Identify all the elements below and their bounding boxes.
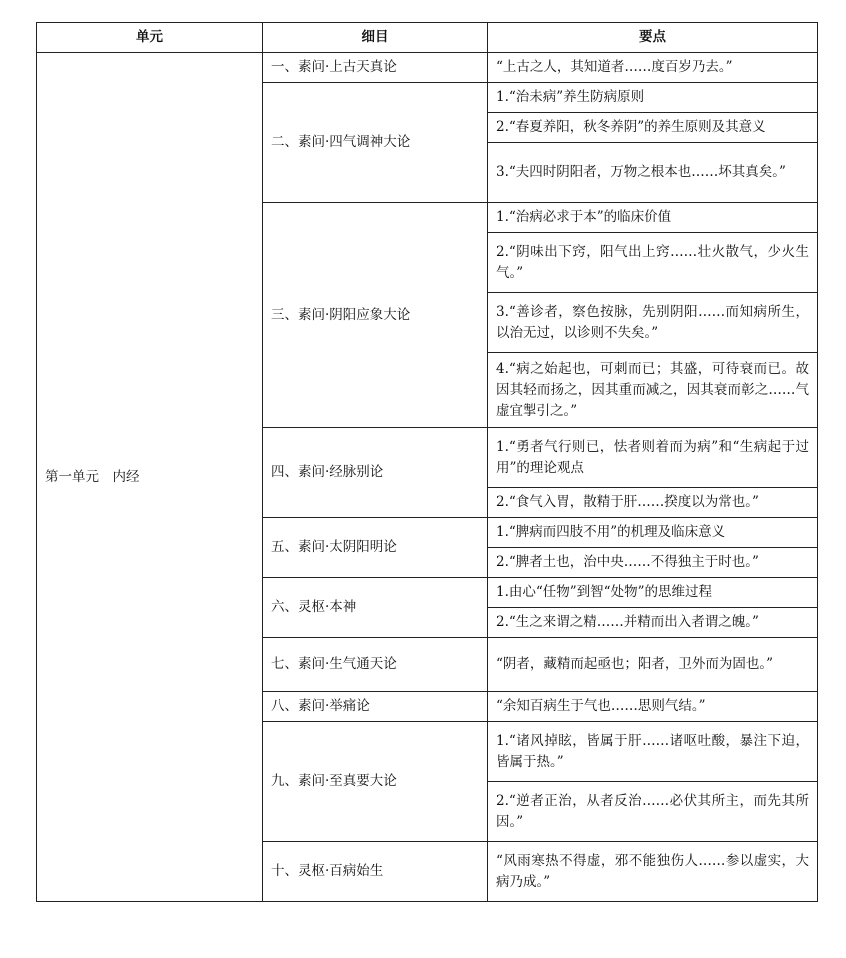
point-cell: 1.“治病必求于本”的临床价值 xyxy=(488,203,818,233)
header-row xyxy=(37,23,818,53)
point-cell: 3.“夫四时阴阳者，万物之根本也……坏其真矣。” xyxy=(488,143,818,203)
item-cell: 三、素问·阴阳应象大论 xyxy=(263,203,488,428)
point-cell: 1.“治未病”养生防病原则 xyxy=(488,83,818,113)
item-cell: 四、素问·经脉别论 xyxy=(263,428,488,518)
point-cell: 2.“逆者正治，从者反治……必伏其所主，而先其所因。” xyxy=(488,782,818,842)
point-cell: 1.“勇者气行则已，怯者则着而为病”和“生病起于过用”的理论观点 xyxy=(488,428,818,488)
unit-cell: 第一单元 内经 xyxy=(37,53,263,902)
point-cell: 4.“病之始起也，可刺而已；其盛，可待衰而已。故因其轻而扬之，因其重而减之，因其衰而彰之……气虚宜掣引之。” xyxy=(488,353,818,428)
point-cell: “余知百病生于气也……思则气结。” xyxy=(488,692,818,722)
item-cell: 六、灵枢·本神 xyxy=(263,578,488,638)
item-cell: 八、素问·举痛论 xyxy=(263,692,488,722)
syllabus-table xyxy=(36,22,818,902)
table-row xyxy=(37,53,818,83)
point-cell: 2.“阴味出下窍，阳气出上窍……壮火散气，少火生气。” xyxy=(488,233,818,293)
point-cell: 2.“生之来谓之精……并精而出入者谓之魄。” xyxy=(488,608,818,638)
point-cell: “阴者，藏精而起亟也；阳者，卫外而为固也。” xyxy=(488,638,818,692)
item-cell: 九、素问·至真要大论 xyxy=(263,722,488,842)
header-item: 细目 xyxy=(263,23,488,53)
item-cell: 一、素问·上古天真论 xyxy=(263,53,488,83)
point-cell: 2.“春夏养阳，秋冬养阴”的养生原则及其意义 xyxy=(488,113,818,143)
point-cell: “上古之人，其知道者……度百岁乃去。” xyxy=(488,53,818,83)
table-body xyxy=(37,53,818,902)
point-cell: 1.由心“任物”到智“处物”的思维过程 xyxy=(488,578,818,608)
item-cell: 二、素问·四气调神大论 xyxy=(263,83,488,203)
item-cell: 五、素问·太阴阳明论 xyxy=(263,518,488,578)
point-cell: 1.“脾病而四肢不用”的机理及临床意义 xyxy=(488,518,818,548)
point-cell: “风雨寒热不得虚，邪不能独伤人……参以虚实，大病乃成。” xyxy=(488,842,818,902)
item-cell: 七、素问·生气通天论 xyxy=(263,638,488,692)
point-cell: 2.“食气入胃，散精于肝……揆度以为常也。” xyxy=(488,488,818,518)
item-cell: 十、灵枢·百病始生 xyxy=(263,842,488,902)
header-point: 要点 xyxy=(488,23,818,53)
header-unit: 单元 xyxy=(37,23,263,53)
point-cell: 3.“善诊者，察色按脉，先别阴阳……而知病所生，以治无过，以诊则不失矣。” xyxy=(488,293,818,353)
point-cell: 2.“脾者土也，治中央……不得独主于时也。” xyxy=(488,548,818,578)
point-cell: 1.“诸风掉眩，皆属于肝……诸呕吐酸，暴注下迫，皆属于热。” xyxy=(488,722,818,782)
